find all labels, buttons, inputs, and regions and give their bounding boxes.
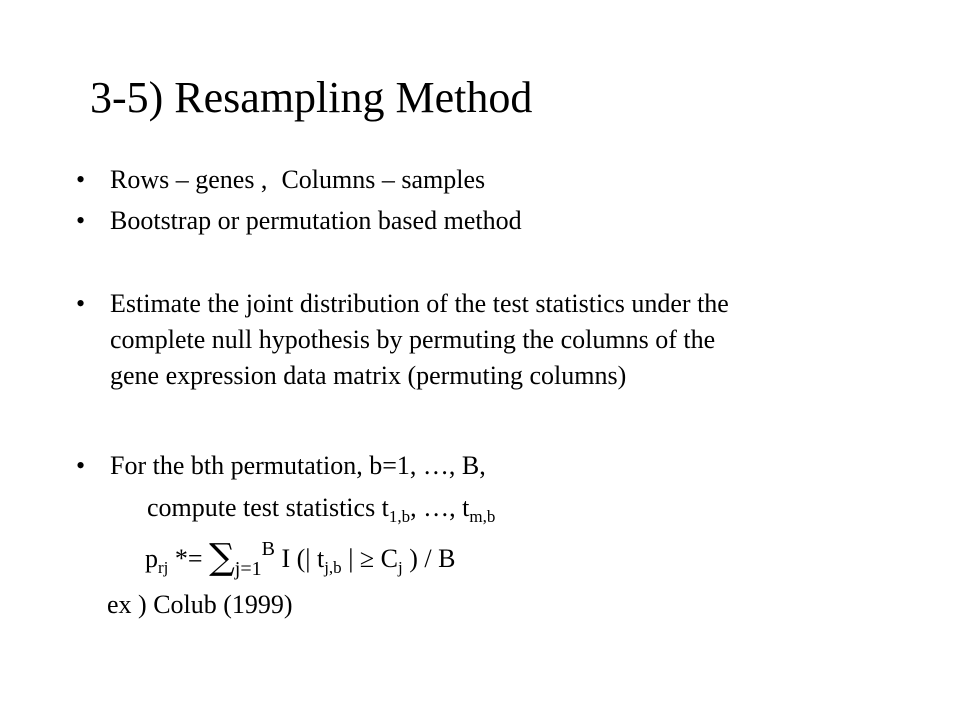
bullet-dot-icon: • <box>76 451 86 480</box>
bullet-line: gene expression data matrix (permuting columns) <box>110 361 627 390</box>
example-reference: ex ) Colub (1999) <box>107 590 293 619</box>
bullet-dot-icon: • <box>76 206 86 235</box>
bullet-text-columns: Columns – samples <box>281 165 486 194</box>
summation-icon: ∑ <box>209 537 235 578</box>
bullet-dot-icon: • <box>76 289 86 318</box>
bullet-line: complete null hypothesis by permuting the columns of the <box>110 325 716 354</box>
formula-p-value: $p_{rj} *= \sum_{j=1}^B$ I (| $t_{j,b}$ | ≥ $C_j$ ) / B <box>145 537 456 580</box>
bullet-dot-icon: • <box>76 165 86 194</box>
bullet-text <box>110 162 870 198</box>
bullet-line: Estimate the joint distribution of the test statistics under the <box>110 289 729 318</box>
bullet-text: For the bth permutation, b=1, …, B, <box>110 451 486 480</box>
bullet-text: Bootstrap or permutation based method <box>110 206 522 235</box>
bullet-text-rows: Rows – genes , <box>110 165 268 194</box>
formula-test-statistics: compute test statistics $t_{1,b}$, …, $t_{m,b}$ <box>147 493 496 527</box>
bullet-text <box>110 286 870 394</box>
slide-title: 3-5) Resampling Method <box>90 73 533 122</box>
